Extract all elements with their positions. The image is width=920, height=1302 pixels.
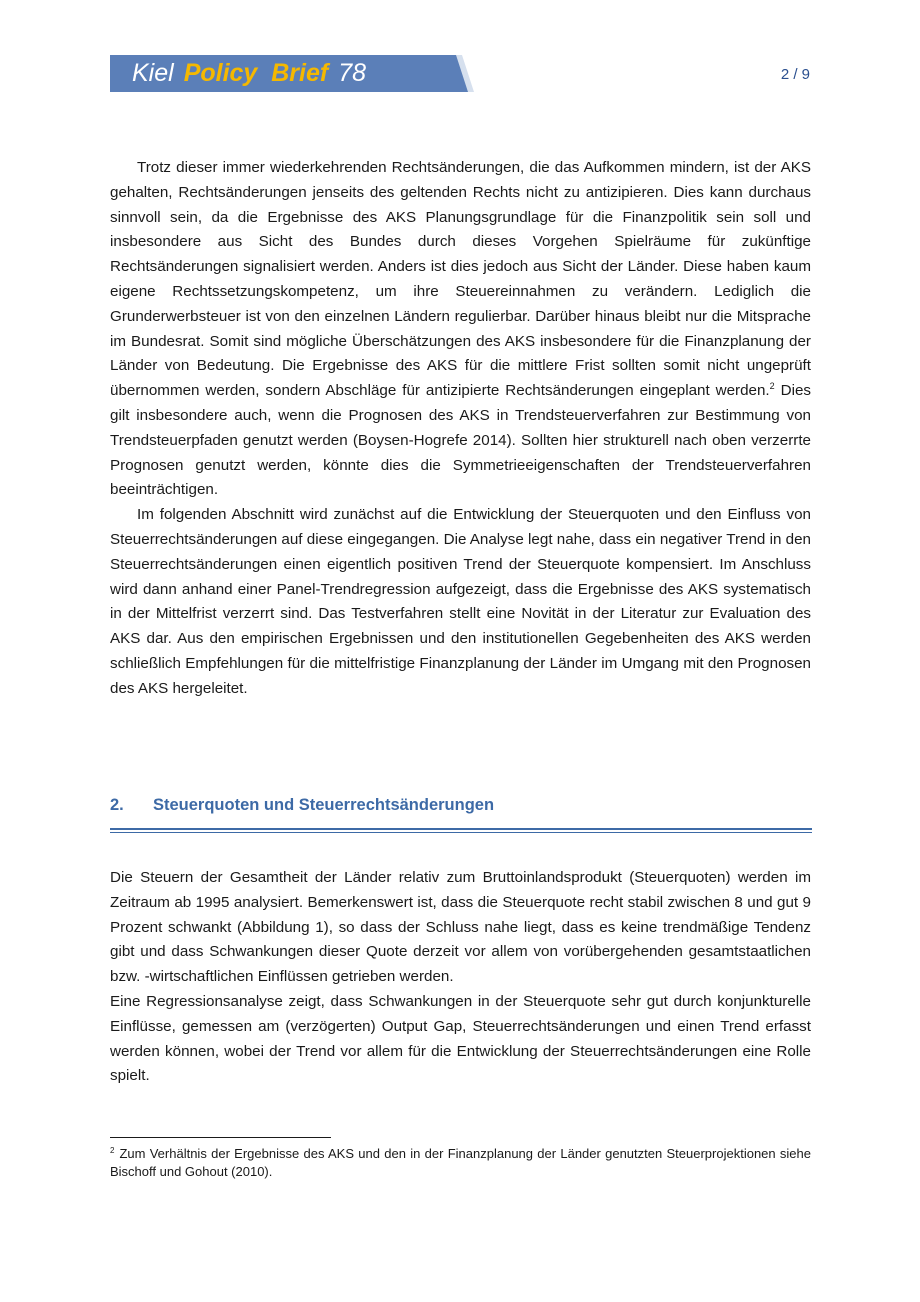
section-paragraph-2: Eine Regressionsanalyse zeigt, dass Schwankungen in der Steuerquote sehr gut durch konjunkturelle Einflüsse, gemessen am (verzögerten) Output Gap, Steuerrechtsänderungen und einen Trend erfasst werden können, wobei der Trend vor allem für die Entwicklung der Steuerrechtsänderungen eine Rolle spielt. [110, 992, 811, 1085]
intro-paragraph-1 [110, 156, 811, 503]
intro-text [110, 156, 811, 702]
header-banner [110, 55, 474, 92]
intro-paragraph-1-text-a: Trotz dieser immer wiederkehrenden Rechtsänderungen, die das Aufkommen mindern, ist der AKS gehalten, Rechtsänderungen jenseits des geltenden Rechts nicht zu antizipieren. Dies kann durchaus sinnvoll sein, da die Ergebnisse des AKS Planungsgrundlage für die Finanzpolitik sein soll und insbesondere aus Sicht des Bundes durch dieses Vorgehen Spielräume für zukünftige Rechtsänderungen signalisiert werden. Anders ist dies jedoch aus Sicht der Länder. Diese haben kaum eigene Rechtssetzungskompetenz, um ihre Steuereinnahmen zu verändern. Lediglich die Grunderwerbsteuer ist von den einzelnen Ländern regulierbar. Darüber hinaus bleibt nur die Mitsprache im Bundesrat. Somit sind mögliche Überschätzungen des AKS insbesondere für die Finanzplanung der Länder von Bedeutung. Die Ergebnisse des AKS für die mittlere Frist sollten somit nicht ungeprüft übernommen werden, sondern Abschläge für antizipierte Rechtsänderungen eingeplant werden. [110, 159, 811, 400]
footnote-separator [110, 1137, 331, 1138]
brand-kiel: Kiel [132, 59, 174, 87]
section-number: 2. [110, 796, 124, 814]
issue-number: 78 [338, 59, 366, 87]
heading-rule-thick [110, 828, 812, 830]
publication-title [132, 58, 366, 88]
section-text [110, 866, 811, 1089]
footnote-number: 2 [110, 1146, 115, 1155]
heading-rule-thin [110, 832, 812, 833]
section-heading [110, 796, 494, 815]
intro-paragraph-1-text-b: Dies gilt insbesondere auch, wenn die Prognosen des AKS in Trendsteuerverfahren zur Bestimmung von Trendsteuerpfaden genutzt werden (Boysen-Hogrefe 2014). Sollten hier strukturell nach oben verzerrte Prognosen genutzt werden, könnte dies die Symmetrieeigenschaften der Trendsteuerverfahren beeinträchtigen. [110, 382, 811, 499]
footnote-text: Zum Verhältnis der Ergebnisse des AKS und den in der Finanzplanung der Länder genutzten Steuerprojektionen siehe Bischoff und Gohout (2010). [110, 1146, 811, 1179]
footnote [110, 1145, 811, 1180]
page-indicator: 2 / 9 [780, 66, 810, 83]
section-paragraph-1: Die Steuern der Gesamtheit der Länder relativ zum Bruttoinlandsprodukt (Steuerquoten) werden im Zeitraum ab 1995 analysiert. Bemerkenswert ist, dass die Steuerquote recht stabil zwischen 8 und gut 9 Prozent schwankt (Abbildung 1), so dass der Schluss nahe liegt, dass es keine trendmäßige Tendenz gibt und dass Schwankungen dieser Quote derzeit vor allem von vorübergehenden gesamtstaatlichen bzw. -wirtschaftlichen Einflüssen getrieben werden. [110, 869, 811, 986]
brand-policy-brief: Policy Brief [183, 59, 329, 87]
footnote-reference: 2 [769, 381, 775, 392]
intro-paragraph-2: Im folgenden Abschnitt wird zunächst auf die Entwicklung der Steuerquoten und den Einfluss von Steuerrechtsänderungen auf diese eingegangen. Die Analyse legt nahe, dass ein negativer Trend in den Steuerrechtsänderungen einen eigentlich positiven Trend der Steuerquote kompensiert. Im Anschluss wird dann anhand einer Panel-Trendregression aufgezeigt, dass die Ergebnisse des AKS systematisch in der Mittelfrist verzerrt sind. Das Testverfahren stellt eine Novität in der Literatur zur Evaluation des AKS dar. Aus den empirischen Ergebnissen und den institutionellen Gegebenheiten des AKS werden schließlich Empfehlungen für die mittelfristige Finanzplanung der Länder im Umgang mit den Prognosen des AKS hergeleitet. [110, 506, 811, 697]
section-title: Steuerquoten und Steuerrechtsänderungen [153, 796, 495, 814]
